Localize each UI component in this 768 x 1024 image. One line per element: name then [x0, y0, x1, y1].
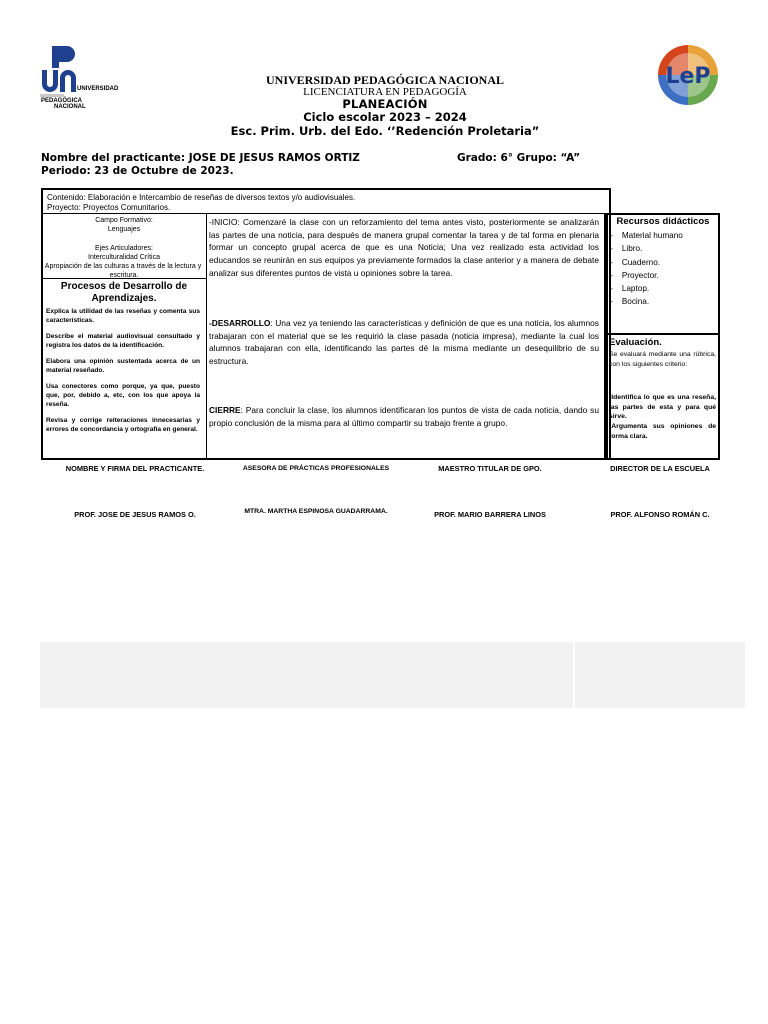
desarrollo-label: -DESARROLLO	[209, 318, 271, 328]
signature-name-asesora: MTRA. MARTHA ESPINOSA GUADARRAMA.	[244, 508, 388, 515]
upn-logo	[40, 42, 119, 110]
empty-block-right	[575, 642, 745, 708]
evaluacion-title: Evaluación.	[609, 337, 662, 348]
grado-grupo: Grado: 6° Grupo: “A”	[457, 152, 581, 164]
planning-table	[41, 188, 611, 460]
ejes-1: Interculturalidad Crítica	[88, 254, 160, 261]
evaluacion-text: Se evaluará mediante una rúbrica, con los siguientes criterio:	[609, 351, 716, 368]
recurso-item: - Libro.	[610, 244, 643, 254]
cierre-section	[209, 404, 599, 429]
cierre-label: CIERRE	[209, 405, 241, 415]
document-title: PLANEACIÓN	[342, 97, 428, 111]
inicio-text: -INICIO: Comenzaré la clase con un reforzamiento del tema antes visto, posteriormente se analizarán las partes de una noticia, para después de manera grupal comentar la tarea y de tal forma en plenaria formar un concepto grupal acerca de que es una Noticia; Una vez realizado esta actividad los educandos se reunirán en sus equipos ya previamente formados la clase anterior y a manera de debate analizar sus diferentes puntos de vista u opiniones sobre la tarea.	[209, 217, 599, 278]
criterio-2: -Argumenta sus opiniones de forma clara.	[609, 423, 716, 440]
pda-item: Usa conectores como porque, ya que, puesto que, por, debido a, etc, con los que apoya la reseña.	[46, 383, 200, 408]
pda-item: Elabora una opinión sustentada acerca de un material reseñado.	[46, 358, 200, 374]
campo-value: Lenguajes	[107, 226, 141, 233]
signature-name-director: PROF. ALFONSO ROMÁN C.	[610, 510, 710, 519]
upn-text-2: PEDAGÓGICA	[41, 98, 83, 104]
pda-item: Explica la utilidad de las reseñas y comenta sus características.	[46, 308, 200, 324]
pda-title-2: Aprendizajes.	[91, 293, 157, 304]
signature-title-practicante: NOMBRE Y FIRMA DEL PRACTICANTE.	[65, 464, 205, 473]
recurso-item: - Cuaderno.	[610, 257, 661, 267]
signature-title-asesora: ASESORA DE PRÁCTICAS PROFESIONALES	[242, 465, 390, 472]
signature-name-practicante: PROF. JOSE DE JESUS RAMOS O.	[74, 510, 196, 519]
campo-label: Campo Formativo:	[95, 217, 153, 224]
ejes-label: Ejes Articuladores:	[95, 245, 153, 252]
practicante-name: Nombre del practicante: JOSE DE JESUS RAMOS ORTIZ	[41, 152, 360, 164]
university-title: UNIVERSIDAD PEDAGÓGICA NACIONAL	[265, 73, 505, 87]
signature-name-maestro: PROF. MARIO BARRERA LINOS	[434, 510, 546, 519]
cierre-text: : Para concluir la clase, los alumnos identificaran los puntos de vista de cada noticia, dando su propio conclusión de la misma para al último compartir su trabajo frente a grupo.	[209, 405, 599, 428]
school-name: Esc. Prim. Urb. del Edo. ‘’Redención Proletaria”	[230, 124, 540, 138]
desarrollo-text: : Una vez ya teniendo las características y definición de que es una noticia, los alumnos trabajaran con el material que se les requirió la clase pasada (noticia impresa), mediante la cual los alumnos trabajaran con ella, identificando las partes dé la misma mediante un desequilibrio de su estructura.	[209, 318, 599, 367]
recurso-item: - Proyector.	[610, 270, 659, 280]
program-title: LICENCIATURA EN PEDAGOGÍA	[303, 86, 467, 98]
empty-block-left	[40, 642, 573, 708]
lep-logo-mark-icon	[656, 43, 720, 107]
pda-item: Revisa y corrige reiteraciones innecesarias y errores de concordancia y ortografía en general.	[46, 417, 200, 433]
periodo: Periodo: 23 de Octubre de 2023.	[41, 165, 234, 177]
signature-title-maestro: MAESTRO TITULAR DE GPO.	[438, 464, 542, 473]
lep-logo	[656, 43, 720, 107]
upn-text-1: UNIVERSIDAD	[77, 86, 119, 92]
recurso-item: - Bocina.	[610, 297, 650, 307]
signature-title-director: DIRECTOR DE LA ESCUELA	[610, 464, 710, 473]
recurso-item: - Laptop.	[610, 284, 650, 294]
pda-title	[45, 281, 203, 305]
pda-list	[46, 307, 200, 434]
lep-text: LeP	[665, 64, 711, 89]
desarrollo-section	[209, 317, 599, 368]
upn-text-3: NACIONAL	[54, 104, 86, 110]
pda-item: Describe el material audiovisual consultado y registra los datos de la identificación.	[46, 333, 200, 349]
pda-title-1: Procesos de Desarrollo de	[60, 281, 188, 292]
ejes-3: escritura.	[109, 272, 139, 279]
right-column	[606, 213, 720, 460]
recursos-list	[610, 229, 718, 309]
school-cycle: Ciclo escolar 2023 – 2024	[303, 110, 467, 124]
campo-formativo	[45, 216, 203, 280]
proyecto: Proyecto: Proyectos Comunitarios.	[47, 203, 171, 212]
recurso-item: - Material humano	[610, 231, 683, 240]
criterio-1: -Identifica lo que es una reseña, las partes de esta y para qué sirve.	[609, 394, 716, 420]
recursos-title: Recursos didácticos	[616, 216, 710, 227]
ejes-2: Apropiación de las culturas a través de la lectura y	[44, 263, 202, 270]
upn-logo-mark-icon	[40, 42, 119, 110]
contenido: Contenido: Elaboración e Intercambio de reseñas de diversos textos y/o audiovisuales.	[47, 193, 356, 202]
